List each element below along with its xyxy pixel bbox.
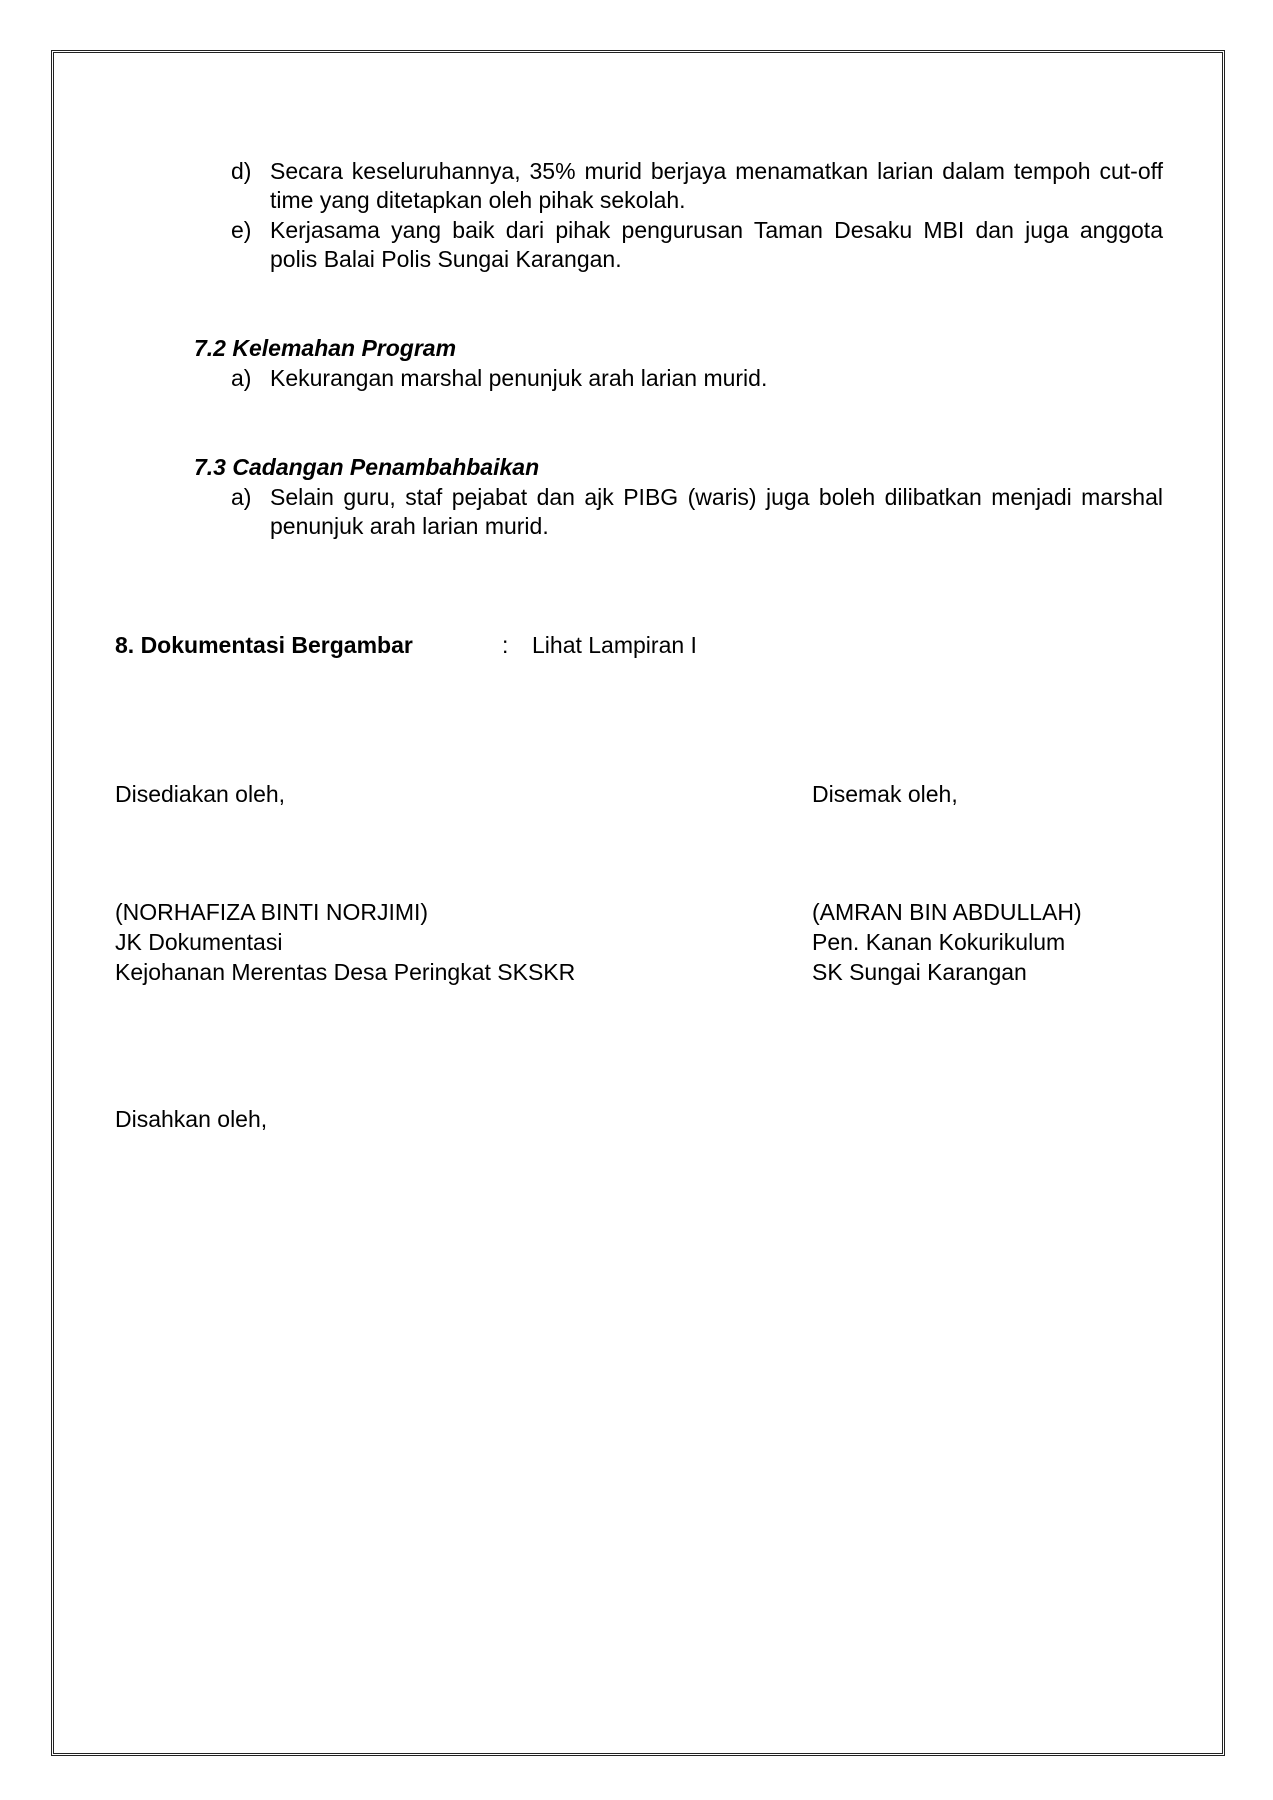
approved-label: Disahkan oleh, bbox=[115, 1106, 268, 1132]
reviewed-role: Pen. Kanan Kokurikulum bbox=[812, 929, 1066, 955]
section-heading: 7.3 Cadangan Penambahbaikan bbox=[194, 454, 540, 480]
list-item-text: Secara keseluruhannya, 35% murid berjaya menamatkan larian dalam tempoh cut-off time yang ditetapkan oleh pihak sekolah. bbox=[270, 158, 1163, 213]
list-item-text: Kekurangan marshal penunjuk arah larian murid. bbox=[270, 365, 768, 391]
prepared-role: JK Dokumentasi bbox=[115, 929, 283, 955]
reviewed-label: Disemak oleh, bbox=[812, 781, 958, 807]
list-label: d) bbox=[231, 158, 252, 184]
list-item-text: Selain guru, staf pejabat dan ajk PIBG (waris) juga boleh dilibatkan menjadi marshal penunjuk arah larian murid. bbox=[270, 484, 1163, 539]
list-label: a) bbox=[231, 484, 252, 510]
list-label: a) bbox=[231, 365, 252, 391]
list-label: e) bbox=[231, 217, 252, 243]
prepared-label: Disediakan oleh, bbox=[115, 781, 286, 807]
prepared-name: (NORHAFIZA BINTI NORJIMI) bbox=[115, 899, 429, 925]
list-item-text: Kerjasama yang baik dari pihak pengurusan Taman Desaku MBI dan juga anggota polis Balai Polis Sungai Karangan. bbox=[270, 217, 1163, 272]
colon: : bbox=[502, 632, 509, 658]
section-heading: 8. Dokumentasi Bergambar bbox=[115, 632, 413, 658]
prepared-org: Kejohanan Merentas Desa Peringkat SKSKR bbox=[115, 959, 576, 985]
section-heading: 7.2 Kelemahan Program bbox=[194, 335, 457, 361]
reviewed-org: SK Sungai Karangan bbox=[812, 959, 1027, 985]
reviewed-name: (AMRAN BIN ABDULLAH) bbox=[812, 899, 1082, 925]
section-value: Lihat Lampiran I bbox=[532, 632, 697, 658]
